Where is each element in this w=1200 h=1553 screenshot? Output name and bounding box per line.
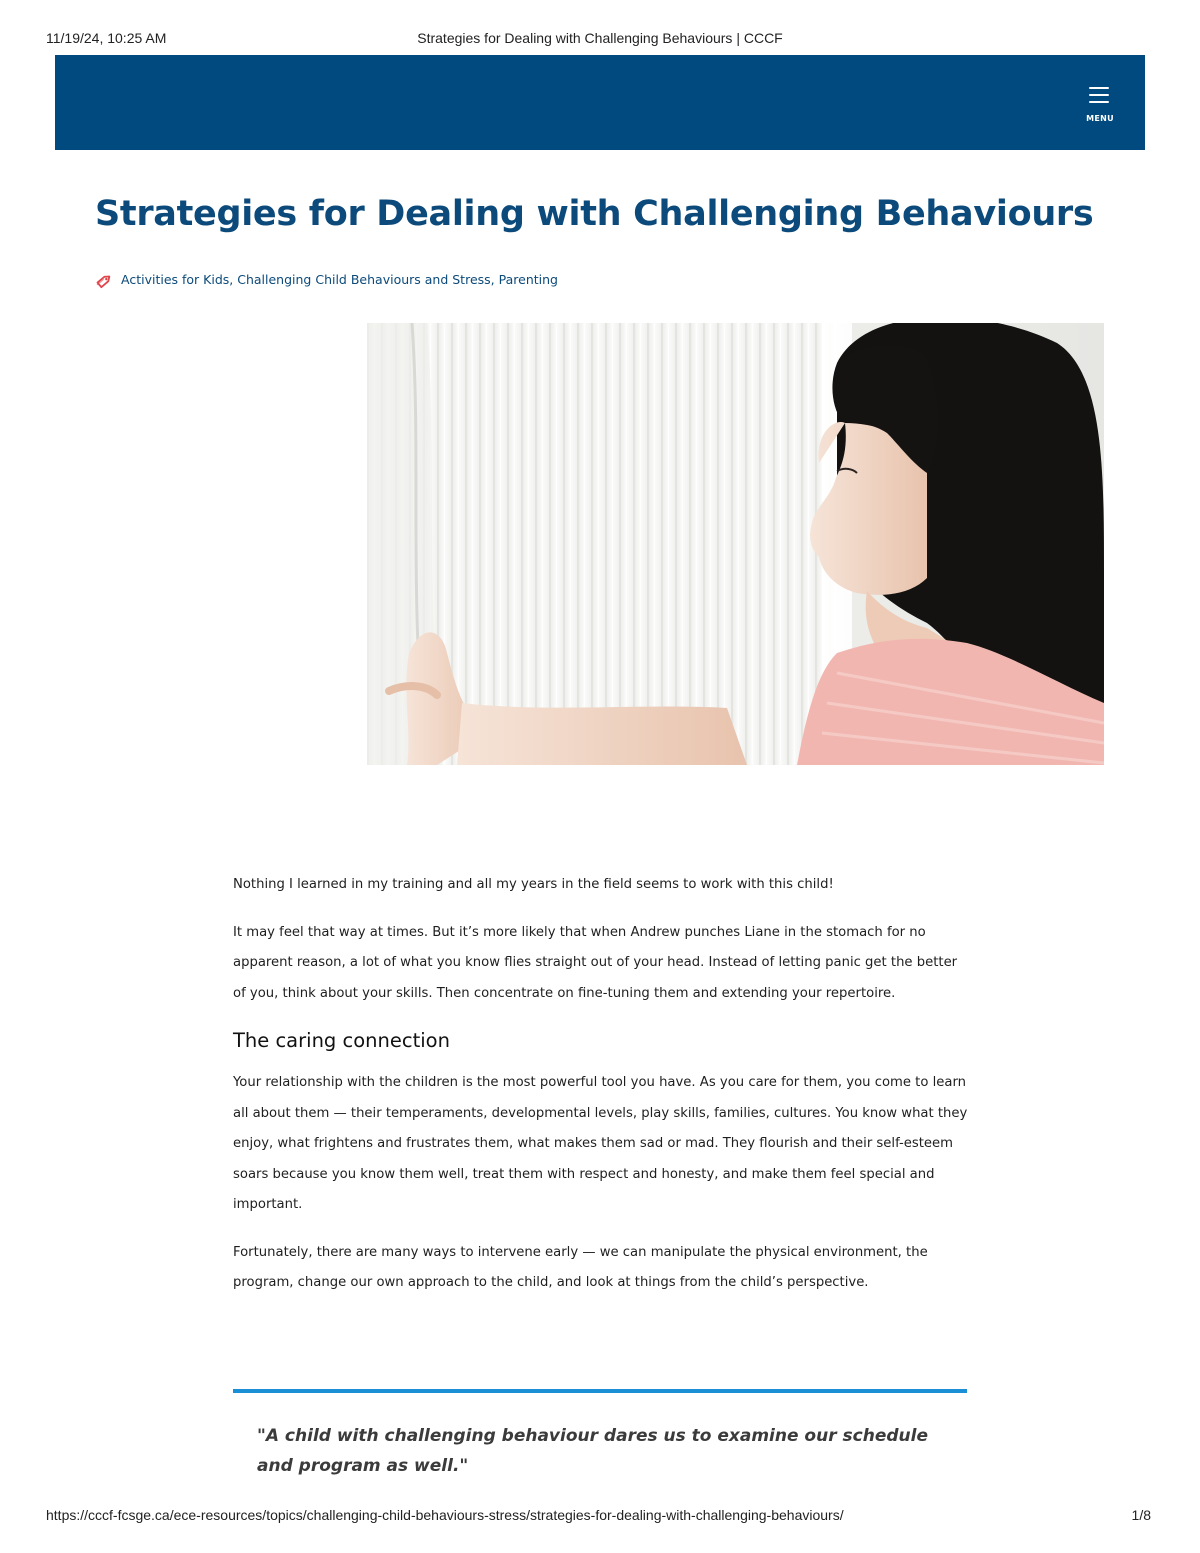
intro-paragraph: Nothing I learned in my training and all my years in the field seems to work with this child! <box>233 877 834 892</box>
intro-paragraph: It may feel that way at times. But it’s more likely that when Andrew punches Liane in the stomach for no apparent reason, a lot of what you know flies straight out of your head. Instead of letting panic get the better of you, think about your skills. Then concentrate on fine-tuning them and extending your repertoire. <box>233 924 958 1001</box>
pull-quote-text: "A child with challenging behaviour dares us to examine our schedule and program as well." <box>257 1426 928 1476</box>
child-at-curtain-illustration <box>367 323 1104 765</box>
print-page-number: 1/8 <box>1131 1507 1151 1523</box>
section-heading: The caring connection <box>233 1029 450 1052</box>
hamburger-icon <box>1089 87 1109 103</box>
tag-links <box>121 272 558 287</box>
tag-link-parenting[interactable]: Parenting <box>498 272 558 287</box>
tag-icon <box>95 272 113 290</box>
hero-image <box>367 323 1104 765</box>
article-body <box>233 870 968 1316</box>
print-timestamp: 11/19/24, 10:25 AM <box>46 30 167 46</box>
pull-quote <box>233 1389 967 1481</box>
print-footer <box>0 1507 1200 1527</box>
menu-button[interactable] <box>1085 85 1115 125</box>
tag-separator: , <box>490 272 499 287</box>
tag-separator: , <box>229 272 238 287</box>
section-paragraph: Your relationship with the children is the most powerful tool you have. As you care for them, you come to learn all about them — their temperaments, developmental levels, play skills, families, cultures. You know what they enjoy, what frightens and frustrates them, what makes them sad or mad. They flourish and their self-esteem soars because you know them well, treat them with respect and honesty, and make them feel special and important. <box>233 1075 968 1212</box>
tag-link-activities-for-kids[interactable]: Activities for Kids <box>121 272 230 287</box>
menu-label: MENU <box>1086 114 1114 123</box>
print-page-title: Strategies for Dealing with Challenging Behaviours | CCCF <box>417 30 783 46</box>
print-url: https://cccf-fcsge.ca/ece-resources/topics/challenging-child-behaviours-stress/strategies-for-dealing-with-challenging-behaviours/ <box>46 1507 844 1523</box>
tag-link-challenging-behaviours[interactable]: Challenging Child Behaviours and Stress <box>237 272 491 287</box>
print-header <box>0 30 1200 50</box>
site-header <box>55 55 1145 150</box>
page-title: Strategies for Dealing with Challenging Behaviours <box>95 194 1094 234</box>
section-paragraph: Fortunately, there are many ways to intervene early — we can manipulate the physical environment, the program, change our own approach to the child, and look at things from the child’s perspective. <box>233 1244 928 1290</box>
